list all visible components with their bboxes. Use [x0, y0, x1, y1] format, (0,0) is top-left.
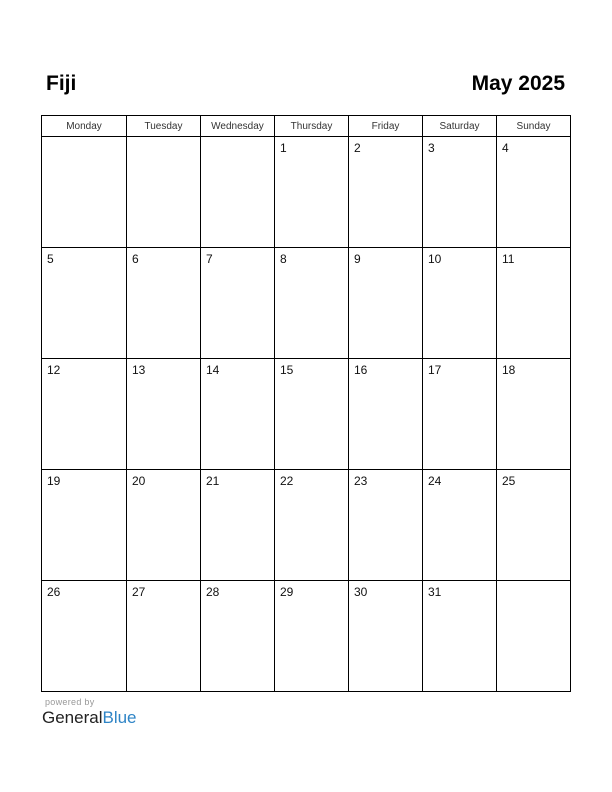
day-number: 9: [354, 252, 361, 266]
brand-blue-text: Blue: [102, 708, 137, 727]
day-cell: [423, 581, 497, 692]
day-number: 4: [502, 141, 509, 155]
week-row: [42, 137, 571, 248]
day-cell: [201, 581, 275, 692]
day-number: 26: [47, 585, 61, 599]
day-number: [201, 137, 274, 141]
day-number: 21: [206, 474, 220, 488]
weekday-wednesday: Wednesday: [201, 116, 275, 137]
week-row: [42, 248, 571, 359]
day-number: 13: [132, 363, 146, 377]
day-number: 27: [132, 585, 146, 599]
brand-logo[interactable]: [42, 708, 137, 728]
calendar-grid: [41, 115, 571, 692]
day-number: [497, 581, 570, 585]
day-cell: [275, 248, 349, 359]
day-cell: [42, 137, 127, 248]
weekday-tuesday: Tuesday: [127, 116, 201, 137]
week-row: [42, 359, 571, 470]
weekday-monday: Monday: [42, 116, 127, 137]
day-number: [127, 137, 200, 141]
day-cell: [423, 359, 497, 470]
day-number: 29: [280, 585, 294, 599]
day-number: 11: [502, 252, 515, 266]
day-cell: [201, 248, 275, 359]
day-cell: [42, 359, 127, 470]
day-cell: [423, 248, 497, 359]
day-number: 6: [132, 252, 139, 266]
week-row: [42, 470, 571, 581]
day-cell: [275, 581, 349, 692]
day-number: 17: [428, 363, 442, 377]
day-cell: [349, 359, 423, 470]
day-number: 14: [206, 363, 220, 377]
weekday-sunday: Sunday: [497, 116, 571, 137]
day-cell: [201, 470, 275, 581]
day-number: 3: [428, 141, 435, 155]
day-cell: [127, 470, 201, 581]
day-cell: [42, 581, 127, 692]
day-number: 22: [280, 474, 294, 488]
day-cell: [127, 248, 201, 359]
day-number: 18: [502, 363, 516, 377]
weekday-saturday: Saturday: [423, 116, 497, 137]
day-number: 15: [280, 363, 294, 377]
day-cell: [497, 581, 571, 692]
day-cell: [349, 137, 423, 248]
day-number: 1: [280, 141, 287, 155]
day-number: 23: [354, 474, 368, 488]
day-number: 16: [354, 363, 368, 377]
day-number: 30: [354, 585, 368, 599]
day-cell: [497, 359, 571, 470]
day-cell: [201, 359, 275, 470]
day-cell: [423, 470, 497, 581]
day-cell: [275, 359, 349, 470]
day-cell: [497, 470, 571, 581]
day-number: 31: [428, 585, 442, 599]
country-title: Fiji: [46, 72, 77, 95]
day-cell: [127, 359, 201, 470]
day-cell: [42, 470, 127, 581]
day-cell: [349, 248, 423, 359]
weekday-friday: Friday: [349, 116, 423, 137]
day-number: 7: [206, 252, 213, 266]
day-cell: [275, 137, 349, 248]
day-number: 24: [428, 474, 442, 488]
day-number: [42, 137, 126, 141]
week-row: [42, 581, 571, 692]
day-cell: [349, 470, 423, 581]
day-number: 8: [280, 252, 287, 266]
day-number: 19: [47, 474, 61, 488]
day-number: 2: [354, 141, 361, 155]
weekday-header-row: [42, 116, 571, 137]
day-cell: [349, 581, 423, 692]
day-cell: [127, 581, 201, 692]
day-number: 20: [132, 474, 146, 488]
day-number: 5: [47, 252, 54, 266]
day-cell: [42, 248, 127, 359]
powered-by-label: powered by: [45, 697, 95, 707]
weekday-thursday: Thursday: [275, 116, 349, 137]
day-cell: [127, 137, 201, 248]
day-number: 10: [428, 252, 442, 266]
day-number: 25: [502, 474, 516, 488]
day-cell: [275, 470, 349, 581]
brand-general-text: General: [42, 708, 103, 727]
day-number: 28: [206, 585, 220, 599]
day-cell: [497, 248, 571, 359]
day-cell: [497, 137, 571, 248]
day-number: 12: [47, 363, 61, 377]
day-cell: [201, 137, 275, 248]
day-cell: [423, 137, 497, 248]
month-year-title: May 2025: [471, 72, 565, 95]
